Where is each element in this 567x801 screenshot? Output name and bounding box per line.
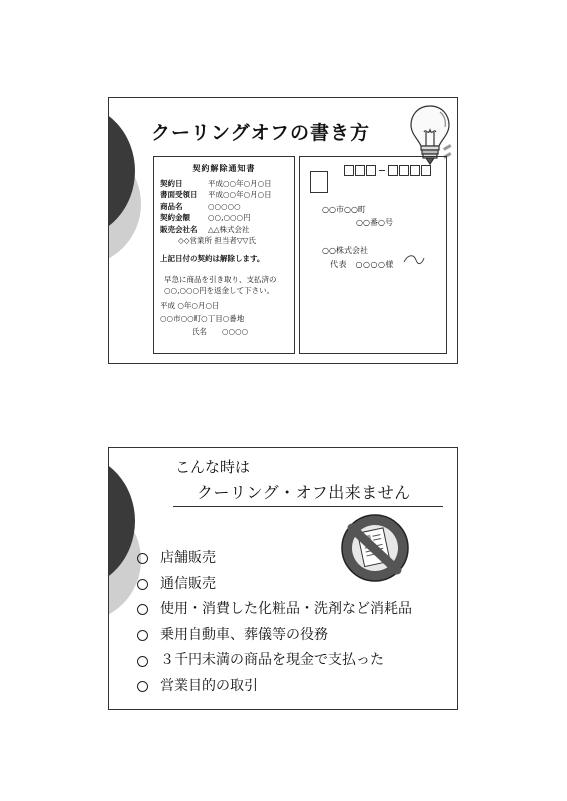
postal-code-boxes [344,165,431,176]
sender-address: ○○市○○町○丁目○番地 [160,313,245,323]
postal-digit-box [366,165,376,176]
refund-request-line: 早急に商品を引き取り、支払済の [164,275,277,284]
handwritten-stroke [402,250,426,272]
form-row [160,235,294,247]
postal-digit-box [344,165,354,176]
form-row-label: 商品名 [160,201,183,211]
form-row [160,201,294,213]
postal-digit-box [388,165,398,176]
circle-bullet-icon [137,579,148,590]
circle-bullet-icon [137,553,148,564]
postcard-address-side [299,156,447,354]
list-item [137,546,412,572]
list-item [137,648,412,674]
form-row [160,189,294,201]
sender-name: 氏名 ○○○○ [192,327,249,336]
slide-cooling-off-how-to [108,97,458,364]
circle-bullet-icon [137,604,148,615]
form-row-label: 契約金額 [160,213,190,222]
list-item-text: 乗用自動車、葬儀等の役務 [160,626,328,643]
recipient-address-line: ○○番○号 [356,218,393,227]
form-row-value: 平成○○年○月○日 [208,178,272,188]
slide-cooling-off-not-applicable [108,447,458,710]
list-item-text: ３千円未満の商品を現金で支払った [160,652,384,669]
cancellation-notice-form [153,156,295,354]
postal-digit-box [399,165,409,176]
form-rows [160,178,294,247]
slide-title: クーリングオフの書き方 [151,122,371,144]
cancellation-statement: 上記日付の契約は解除します。 [160,253,265,263]
list-item [137,623,412,649]
recipient-representative: 代表 ○○○○様 [330,260,394,269]
form-row-value: ○○○○○ [208,201,241,211]
circle-bullet-icon [137,656,148,667]
postal-code-dash [379,170,385,171]
postal-digit-box [355,165,365,176]
form-row-label: 書面受領日 [160,190,198,199]
recipient-company: ○○株式会社 [322,246,368,255]
sales-rep-line: ◇◇営業所 担当者▽▽氏 [178,236,256,245]
circle-bullet-icon [137,681,148,692]
form-row-label: 販売会社名 [160,224,198,234]
postal-digit-box [410,165,420,176]
list-item-text: 通信販売 [160,575,216,592]
form-row [160,224,294,236]
form-date: 平成 ○年○月○日 [160,301,220,310]
form-row [160,212,294,224]
exception-list [137,546,412,700]
list-item-text: 営業目的の取引 [160,677,258,694]
postal-digit-box [421,165,431,176]
form-row [160,178,294,190]
form-row-value: △△株式会社 [208,224,250,234]
form-row-value: ○○,○○○円 [208,213,251,222]
title-underline [173,506,443,507]
refund-request [164,274,294,296]
refund-request-line: ○○,○○○円を返金して下さい。 [164,286,275,295]
recipient-address-line: ○○市○○町 [322,205,366,214]
circle-bullet-icon [137,630,148,641]
list-item [137,597,412,623]
list-item-text: 使用・消費した化粧品・洗剤など消耗品 [160,601,412,618]
form-row-value: 平成○○年○月○日 [208,190,272,199]
slide-title-line1: こんな時は [175,458,251,476]
form-title: 契約解除通知書 [192,164,256,173]
slide-title-line2: クーリング・オフ出来ません [197,483,411,502]
list-item [137,572,412,598]
postage-stamp-icon [310,171,328,193]
list-item [137,674,412,700]
form-row-label: 契約日 [160,178,183,188]
list-item-text: 店舗販売 [160,550,216,566]
